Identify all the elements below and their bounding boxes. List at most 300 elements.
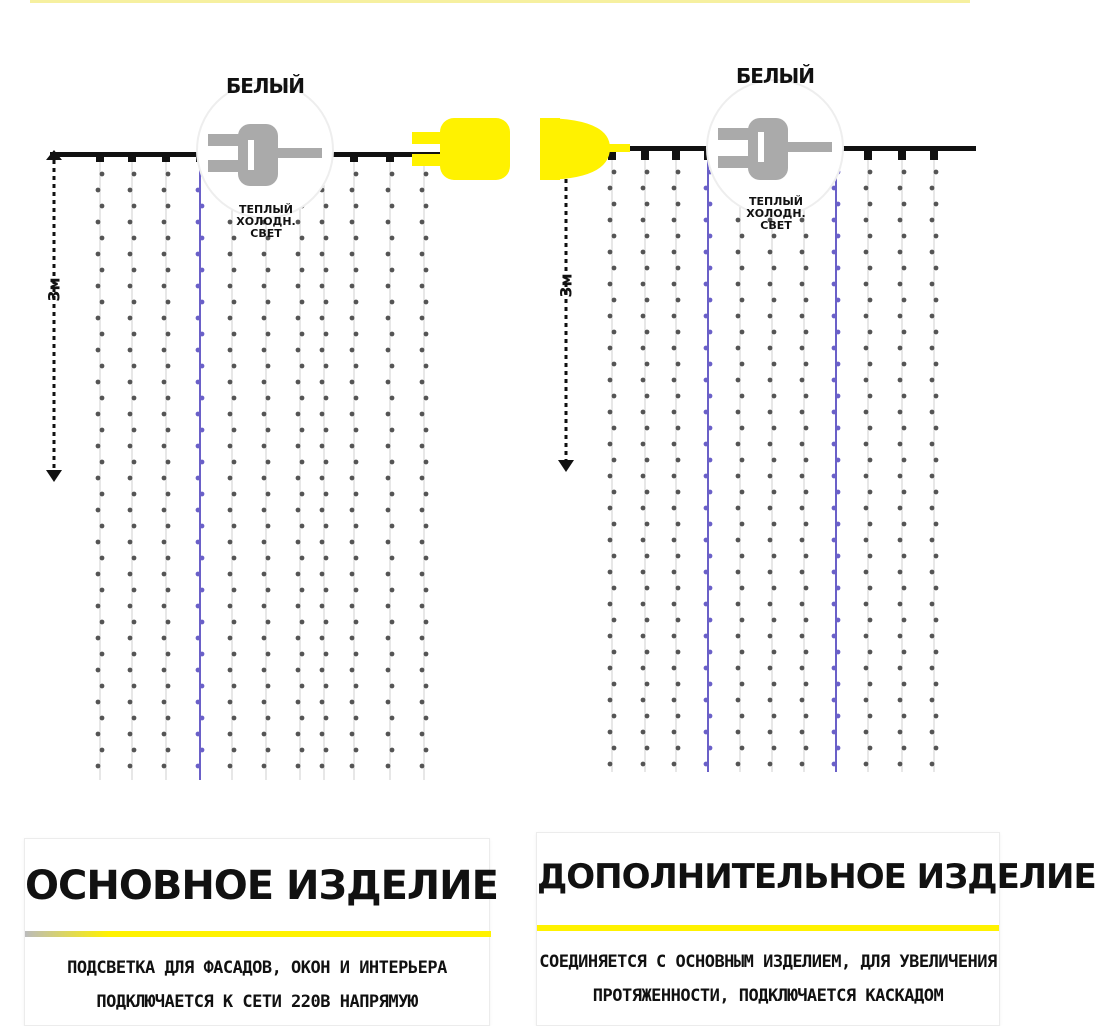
- led-bulb: [128, 252, 133, 257]
- led-bulb: [708, 298, 713, 303]
- led-bulb: [262, 444, 267, 449]
- led-bulb: [898, 634, 903, 639]
- led-bulb: [832, 410, 837, 415]
- led-bulb: [350, 732, 355, 737]
- led-bulb: [804, 650, 809, 655]
- led-bulb: [736, 634, 741, 639]
- led-bulb: [736, 346, 741, 351]
- led-bulb: [266, 588, 271, 593]
- led-bulb: [832, 474, 837, 479]
- led-bulb: [324, 460, 329, 465]
- led-bulb: [262, 732, 267, 737]
- led-bulb: [296, 540, 301, 545]
- led-bulb: [898, 698, 903, 703]
- led-bulb: [676, 202, 681, 207]
- left-card-desc-line2: ПОДКЛЮЧАЕТСЯ К СЕТИ 220В НАПРЯМУЮ: [96, 992, 418, 1012]
- led-bulb: [390, 620, 395, 625]
- left-badge: [197, 82, 333, 218]
- led-bulb: [864, 410, 869, 415]
- led-bulb: [200, 268, 205, 273]
- led-bulb: [704, 634, 709, 639]
- led-bulb: [740, 266, 745, 271]
- led-bulb: [898, 474, 903, 479]
- led-bulb: [162, 348, 167, 353]
- led-bulb: [740, 330, 745, 335]
- led-bulb: [740, 458, 745, 463]
- led-bulb: [390, 460, 395, 465]
- led-bulb: [128, 316, 133, 321]
- led-bulb: [162, 540, 167, 545]
- led-bulb: [420, 700, 425, 705]
- led-bulb: [736, 378, 741, 383]
- led-bulb: [868, 490, 873, 495]
- led-bulb: [608, 282, 613, 287]
- led-bulb: [324, 428, 329, 433]
- led-bulb: [608, 250, 613, 255]
- led-bulb: [354, 396, 359, 401]
- led-bulb: [300, 428, 305, 433]
- left-led-strands: [96, 152, 429, 780]
- led-bulb: [162, 636, 167, 641]
- led-bulb: [934, 490, 939, 495]
- led-bulb: [420, 284, 425, 289]
- led-bulb: [804, 714, 809, 719]
- led-bulb: [350, 604, 355, 609]
- led-bulb: [772, 458, 777, 463]
- led-bulb: [645, 490, 650, 495]
- led-bulb: [740, 682, 745, 687]
- strand-clip: [930, 150, 938, 160]
- led-bulb: [424, 332, 429, 337]
- led-bulb: [296, 572, 301, 577]
- led-bulb: [324, 748, 329, 753]
- led-bulb: [768, 346, 773, 351]
- led-bulb: [262, 508, 267, 513]
- led-bulb: [320, 476, 325, 481]
- led-bulb: [262, 284, 267, 289]
- led-bulb: [128, 572, 133, 577]
- led-bulb: [320, 604, 325, 609]
- led-bulb: [100, 716, 105, 721]
- led-bulb: [266, 364, 271, 369]
- led-bulb: [320, 220, 325, 225]
- led-bulb: [902, 522, 907, 527]
- led-bulb: [166, 588, 171, 593]
- led-bulb: [868, 714, 873, 719]
- led-bulb: [320, 284, 325, 289]
- led-bulb: [132, 396, 137, 401]
- led-bulb: [386, 316, 391, 321]
- led-bulb: [296, 508, 301, 513]
- led-bulb: [704, 602, 709, 607]
- led-bulb: [228, 476, 233, 481]
- led-bulb: [162, 572, 167, 577]
- led-bulb: [800, 634, 805, 639]
- led-bulb: [645, 586, 650, 591]
- led-bulb: [420, 380, 425, 385]
- led-bulb: [672, 730, 677, 735]
- led-bulb: [930, 346, 935, 351]
- left-card-underline: [25, 931, 491, 937]
- led-bulb: [424, 300, 429, 305]
- led-bulb: [868, 394, 873, 399]
- led-bulb: [934, 362, 939, 367]
- led-bulb: [800, 250, 805, 255]
- led-bulb: [768, 378, 773, 383]
- led-bulb: [300, 524, 305, 529]
- led-bulb: [672, 314, 677, 319]
- led-bulb: [768, 506, 773, 511]
- led-bulb: [300, 556, 305, 561]
- led-bulb: [232, 492, 237, 497]
- led-bulb: [166, 428, 171, 433]
- led-bulb: [864, 346, 869, 351]
- led-bulb: [196, 284, 201, 289]
- led-bulb: [420, 668, 425, 673]
- led-bulb: [196, 476, 201, 481]
- led-bulb: [934, 458, 939, 463]
- led-bulb: [902, 234, 907, 239]
- led-bulb: [420, 572, 425, 577]
- led-bulb: [800, 410, 805, 415]
- led-bulb: [934, 650, 939, 655]
- led-bulb: [736, 282, 741, 287]
- led-bulb: [354, 172, 359, 177]
- led-bulb: [320, 668, 325, 673]
- led-bulb: [228, 284, 233, 289]
- led-bulb: [300, 716, 305, 721]
- led-bulb: [320, 380, 325, 385]
- led-bulb: [902, 202, 907, 207]
- led-bulb: [390, 556, 395, 561]
- led-bulb: [868, 330, 873, 335]
- led-bulb: [324, 556, 329, 561]
- led-bulb: [350, 348, 355, 353]
- led-bulb: [420, 732, 425, 737]
- led-bulb: [320, 412, 325, 417]
- led-bulb: [736, 666, 741, 671]
- led-bulb: [262, 252, 267, 257]
- led-bulb: [740, 394, 745, 399]
- led-bulb: [868, 746, 873, 751]
- led-bulb: [864, 602, 869, 607]
- led-bulb: [768, 314, 773, 319]
- led-bulb: [300, 364, 305, 369]
- led-bulb: [800, 730, 805, 735]
- led-bulb: [390, 204, 395, 209]
- led-bulb: [350, 668, 355, 673]
- led-bulb: [804, 426, 809, 431]
- led-bulb: [898, 250, 903, 255]
- led-bulb: [162, 188, 167, 193]
- led-bulb: [266, 492, 271, 497]
- led-bulb: [424, 236, 429, 241]
- led-bulb: [704, 410, 709, 415]
- led-bulb: [266, 748, 271, 753]
- led-bulb: [200, 492, 205, 497]
- led-bulb: [100, 748, 105, 753]
- led-bulb: [296, 252, 301, 257]
- led-bulb: [324, 268, 329, 273]
- right-badge-title: БЕЛЫЙ: [736, 64, 814, 88]
- led-bulb: [645, 746, 650, 751]
- led-bulb: [930, 282, 935, 287]
- led-bulb: [324, 716, 329, 721]
- led-bulb: [350, 284, 355, 289]
- led-bulb: [902, 458, 907, 463]
- led-bulb: [902, 266, 907, 271]
- led-bulb: [641, 218, 646, 223]
- led-bulb: [96, 764, 101, 769]
- led-bulb: [836, 394, 841, 399]
- led-bulb: [672, 666, 677, 671]
- led-bulb: [676, 490, 681, 495]
- led-bulb: [868, 202, 873, 207]
- led-bulb: [162, 444, 167, 449]
- led-bulb: [676, 170, 681, 175]
- led-bulb: [736, 570, 741, 575]
- led-bulb: [768, 442, 773, 447]
- led-bulb: [128, 188, 133, 193]
- led-bulb: [262, 540, 267, 545]
- led-bulb: [420, 508, 425, 513]
- led-bulb: [96, 252, 101, 257]
- led-bulb: [704, 282, 709, 287]
- led-bulb: [864, 218, 869, 223]
- led-bulb: [296, 444, 301, 449]
- led-bulb: [612, 330, 617, 335]
- led-bulb: [704, 218, 709, 223]
- led-bulb: [324, 684, 329, 689]
- led-bulb: [645, 202, 650, 207]
- led-bulb: [420, 444, 425, 449]
- led-bulb: [930, 314, 935, 319]
- led-bulb: [232, 748, 237, 753]
- led-bulb: [386, 668, 391, 673]
- led-bulb: [902, 394, 907, 399]
- led-bulb: [641, 282, 646, 287]
- led-bulb: [704, 698, 709, 703]
- led-bulb: [645, 650, 650, 655]
- led-bulb: [324, 300, 329, 305]
- led-bulb: [320, 252, 325, 257]
- led-bulb: [390, 748, 395, 753]
- led-bulb: [930, 186, 935, 191]
- led-bulb: [740, 618, 745, 623]
- led-bulb: [704, 762, 709, 767]
- led-bulb: [612, 490, 617, 495]
- led-bulb: [390, 396, 395, 401]
- led-bulb: [296, 380, 301, 385]
- led-bulb: [612, 426, 617, 431]
- led-bulb: [200, 236, 205, 241]
- strand-clip: [898, 150, 906, 160]
- led-bulb: [902, 554, 907, 559]
- led-bulb: [228, 700, 233, 705]
- led-bulb: [902, 298, 907, 303]
- led-bulb: [804, 330, 809, 335]
- led-bulb: [676, 458, 681, 463]
- led-bulb: [132, 300, 137, 305]
- led-bulb: [898, 666, 903, 671]
- led-bulb: [300, 652, 305, 657]
- led-bulb: [390, 236, 395, 241]
- led-bulb: [100, 204, 105, 209]
- led-bulb: [166, 204, 171, 209]
- led-bulb: [424, 652, 429, 657]
- led-bulb: [736, 506, 741, 511]
- led-bulb: [934, 298, 939, 303]
- led-bulb: [772, 266, 777, 271]
- led-bulb: [902, 362, 907, 367]
- led-bulb: [934, 682, 939, 687]
- led-bulb: [354, 684, 359, 689]
- led-bulb: [200, 524, 205, 529]
- led-bulb: [266, 268, 271, 273]
- led-bulb: [608, 218, 613, 223]
- led-bulb: [300, 332, 305, 337]
- led-bulb: [96, 700, 101, 705]
- led-bulb: [898, 570, 903, 575]
- led-bulb: [804, 522, 809, 527]
- led-bulb: [96, 444, 101, 449]
- led-bulb: [930, 602, 935, 607]
- led-bulb: [832, 634, 837, 639]
- led-bulb: [228, 604, 233, 609]
- led-bulb: [390, 652, 395, 657]
- led-bulb: [608, 602, 613, 607]
- led-bulb: [354, 652, 359, 657]
- led-bulb: [128, 508, 133, 513]
- led-bulb: [266, 460, 271, 465]
- led-bulb: [354, 300, 359, 305]
- led-bulb: [166, 652, 171, 657]
- led-bulb: [704, 474, 709, 479]
- right-card-title: ДОПОЛНИТЕЛЬНОЕ ИЗДЕЛИЕ: [537, 857, 1096, 897]
- led-bulb: [196, 348, 201, 353]
- led-bulb: [132, 652, 137, 657]
- led-bulb: [641, 250, 646, 255]
- right-card-desc-line1: СОЕДИНЯЕТСЯ С ОСНОВНЫМ ИЗДЕЛИЕМ, ДЛЯ УВЕЛИЧЕНИЯ: [539, 952, 997, 972]
- led-bulb: [902, 170, 907, 175]
- led-bulb: [898, 762, 903, 767]
- led-bulb: [196, 732, 201, 737]
- led-bulb: [708, 714, 713, 719]
- led-bulb: [772, 426, 777, 431]
- led-bulb: [196, 572, 201, 577]
- led-bulb: [645, 554, 650, 559]
- led-bulb: [232, 524, 237, 529]
- led-bulb: [898, 346, 903, 351]
- led-bulb: [772, 298, 777, 303]
- led-bulb: [736, 538, 741, 543]
- led-bulb: [296, 700, 301, 705]
- led-bulb: [232, 428, 237, 433]
- led-bulb: [266, 684, 271, 689]
- led-bulb: [772, 490, 777, 495]
- led-bulb: [641, 730, 646, 735]
- led-bulb: [864, 634, 869, 639]
- strand-clip: [864, 150, 872, 160]
- led-bulb: [704, 186, 709, 191]
- led-bulb: [902, 682, 907, 687]
- led-bulb: [262, 604, 267, 609]
- led-bulb: [676, 266, 681, 271]
- led-bulb: [772, 618, 777, 623]
- led-bulb: [868, 426, 873, 431]
- led-bulb: [350, 444, 355, 449]
- led-bulb: [196, 700, 201, 705]
- led-bulb: [676, 554, 681, 559]
- led-bulb: [836, 202, 841, 207]
- led-bulb: [196, 604, 201, 609]
- led-bulb: [864, 314, 869, 319]
- led-bulb: [200, 300, 205, 305]
- led-bulb: [232, 364, 237, 369]
- led-bulb: [128, 732, 133, 737]
- led-bulb: [676, 650, 681, 655]
- led-bulb: [768, 474, 773, 479]
- led-bulb: [196, 380, 201, 385]
- led-bulb: [708, 618, 713, 623]
- led-bulb: [864, 570, 869, 575]
- led-bulb: [132, 556, 137, 561]
- led-bulb: [128, 604, 133, 609]
- led-bulb: [100, 428, 105, 433]
- right-card-desc-line2: ПРОТЯЖЕННОСТИ, ПОДКЛЮЧАЕТСЯ КАСКАДОМ: [592, 986, 944, 1006]
- led-bulb: [228, 380, 233, 385]
- led-bulb: [836, 746, 841, 751]
- led-bulb: [228, 412, 233, 417]
- led-bulb: [196, 540, 201, 545]
- led-bulb: [672, 378, 677, 383]
- led-bulb: [836, 618, 841, 623]
- led-bulb: [132, 236, 137, 241]
- led-bulb: [704, 250, 709, 255]
- led-bulb: [100, 620, 105, 625]
- led-bulb: [898, 378, 903, 383]
- led-bulb: [832, 730, 837, 735]
- led-bulb: [200, 588, 205, 593]
- led-bulb: [424, 428, 429, 433]
- left-height-arrow: [46, 150, 62, 482]
- led-bulb: [902, 330, 907, 335]
- led-bulb: [424, 364, 429, 369]
- led-bulb: [934, 618, 939, 623]
- led-bulb: [832, 538, 837, 543]
- led-bulb: [645, 522, 650, 527]
- led-bulb: [836, 330, 841, 335]
- led-bulb: [800, 474, 805, 479]
- led-bulb: [266, 524, 271, 529]
- led-bulb: [196, 316, 201, 321]
- led-bulb: [420, 604, 425, 609]
- led-bulb: [930, 634, 935, 639]
- led-bulb: [676, 586, 681, 591]
- led-bulb: [612, 554, 617, 559]
- led-bulb: [320, 636, 325, 641]
- led-bulb: [736, 698, 741, 703]
- led-bulb: [354, 204, 359, 209]
- led-bulb: [200, 556, 205, 561]
- led-bulb: [736, 730, 741, 735]
- led-bulb: [772, 522, 777, 527]
- led-bulb: [704, 730, 709, 735]
- led-bulb: [930, 474, 935, 479]
- led-bulb: [804, 458, 809, 463]
- led-bulb: [740, 746, 745, 751]
- led-bulb: [200, 620, 205, 625]
